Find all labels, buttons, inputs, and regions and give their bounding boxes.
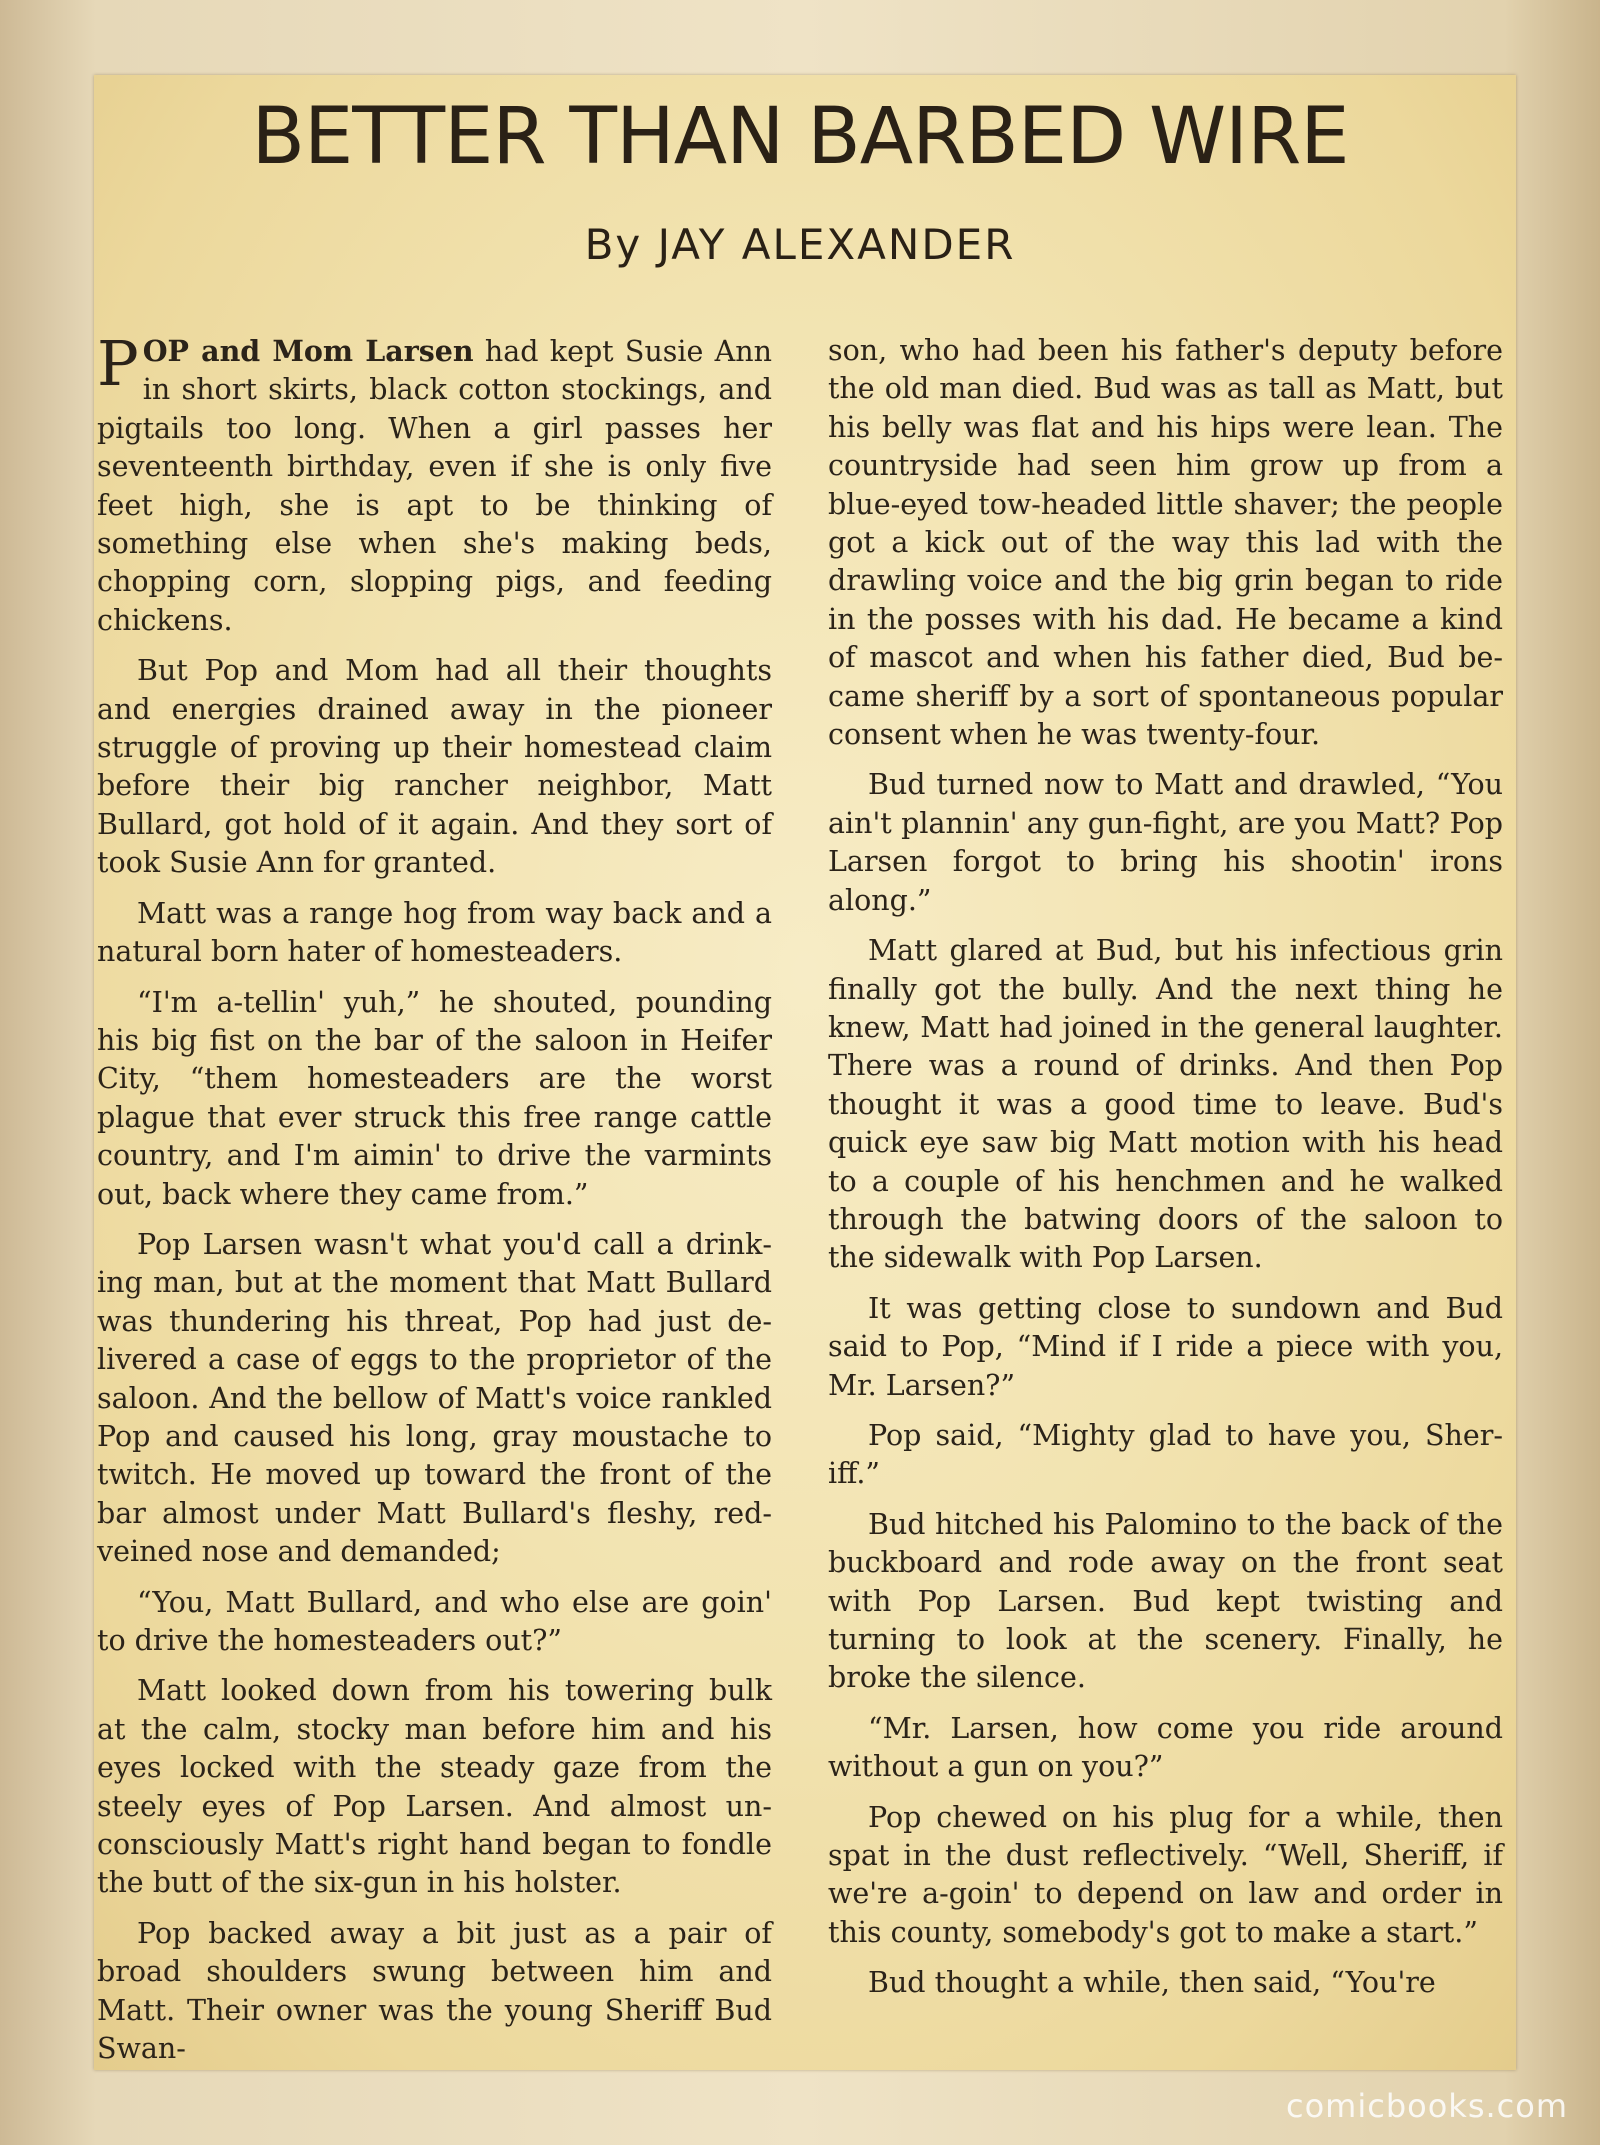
paragraph: Bud hitched his Palomino to the back of the buckboard and rode away on the front seat with Pop Larsen. Bud kept twisting and turning to look at the scenery. Finally, he broke the silence.: [828, 1507, 1503, 1695]
paragraph: son, who had been his father's deputy before the old man died. Bud was as tall as Matt, but his belly was flat and his hips were lean. The countryside had seen him grow up from a blue-eyed tow-headed little shaver; the people got a kick out of the way this lad with the drawling voice and the big grin began to ride in the posses with his dad. He became a kind of mascot and when his father died, Bud became sheriff by a sort of spontaneous popular consent when he was twenty-four.: [828, 334, 1503, 752]
paragraph: Matt looked down from his towering bulk at the calm, stocky man before him and his eyes locked with the steady gaze from the steely eyes of Pop Larsen. And almost unconsciously Matt's right hand began to fondle the butt of the six-gun in his holster.: [97, 1674, 772, 1900]
drop-cap: P: [97, 327, 139, 400]
paragraph: Bud thought a while, then said, “You're: [868, 1966, 1436, 2000]
article-title: BETTER THAN BARBED WIRE: [251, 92, 1349, 182]
paragraph: Bud turned now to Matt and drawled, “You ain't plannin' any gun-fight, are you Matt? Pop Larsen forgot to bring his shootin' irons along.”: [828, 768, 1503, 917]
paragraph: “Mr. Larsen, how come you ride around without a gun on you?”: [828, 1711, 1503, 1784]
paragraph: Pop Larsen wasn't what you'd call a drinking man, but at the moment that Matt Bullard was thundering his threat, Pop had just delivered a case of eggs to the proprietor of the saloon. And the bellow of Matt's voice rankled Pop and caused his long, gray moustache to twitch. He moved up toward the front of the bar almost under Matt Bullard's fleshy, red-veined nose and demanded;: [97, 1227, 772, 1569]
paragraph: Matt was a range hog from way back and a natural born hater of homesteaders.: [97, 896, 772, 969]
paragraph: It was getting close to sundown and Bud said to Pop, “Mind if I ride a piece with you, Mr. Larsen?”: [828, 1291, 1503, 1402]
paragraph: Pop said, “Mighty glad to have you, Sheriff.”: [828, 1418, 1503, 1491]
paragraph: [97, 327, 772, 640]
right-column: [828, 332, 1503, 2015]
paragraph: Pop chewed on his plug for a while, then spat in the dust reflectively. “Well, Sheriff, if we're a-goin' to depend on law and order in this county, somebody's got to make a start.”: [828, 1800, 1503, 1949]
paragraph: Matt glared at Bud, but his infectious grin finally got the bully. And the next thing he knew, Matt had joined in the general laughter. There was a round of drinks. And then Pop thought it was a good time to leave. Bud's quick eye saw big Matt motion with his head to a couple of his henchmen and he walked through the batwing doors of the saloon to the sidewalk with Pop Larsen.: [828, 934, 1503, 1275]
paragraph: “I'm a-tellin' yuh,” he shouted, pounding his big fist on the bar of the saloon in Heifer City, “them homesteaders are the worst plague that ever struck this free range cattle country, and I'm aimin' to drive the varmints out, back where they came from.”: [97, 985, 772, 1211]
site-watermark: comicbooks.com: [1285, 2087, 1568, 2125]
paragraph: Pop backed away a bit just as a pair of broad shoulders swung between him and Matt. Their owner was the young Sheriff Bud Swan-: [97, 1916, 772, 2066]
paragraph: But Pop and Mom had all their thoughts and energies drained away in the pioneer struggle of proving up their homestead claim before their big rancher neighbor, Matt Bullard, got hold of it again. And they sort of took Susie Ann for granted.: [97, 654, 772, 880]
article-byline: By JAY ALEXANDER: [584, 220, 1016, 269]
lead-in: OP and Mom Larsen: [142, 334, 474, 368]
paragraph-text: had kept Susie Ann in short skirts, black cotton stockings, and pigtails too long. When a girl passes her seventeenth birthday, even if she is only five feet high, she is apt to be thinking of something else when she's making beds, chopping corn, slopping pigs, and feeding chickens.: [97, 335, 772, 637]
paragraph: “You, Matt Bullard, and who else are goin' to drive the homesteaders out?”: [97, 1585, 772, 1657]
left-column: [97, 327, 772, 2080]
